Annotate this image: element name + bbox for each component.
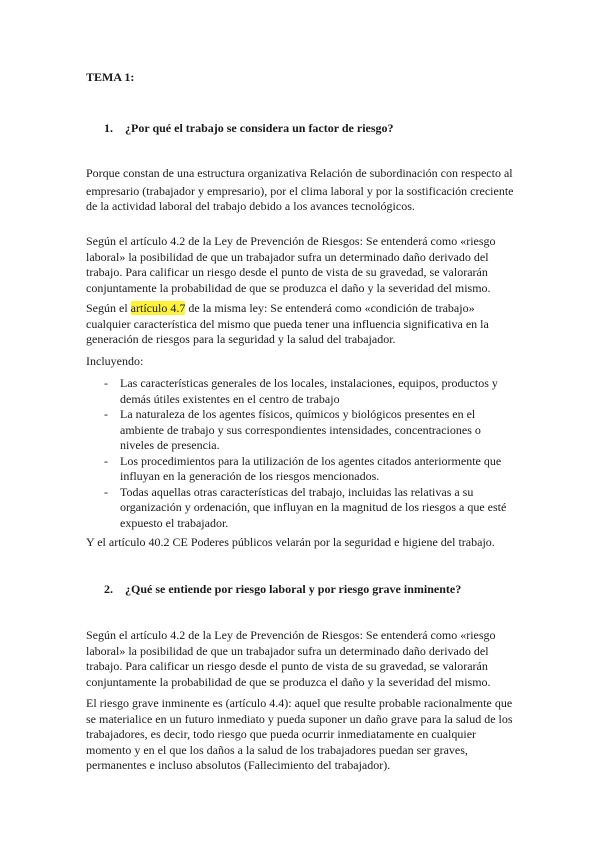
page-title: TEMA 1: xyxy=(86,70,135,84)
list-item-text: La naturaleza de los agentes físicos, químicos y biológicos presentes en el ambiente de trabajo y sus correspondientes intensidades, concentraciones o niveles de presencia. xyxy=(120,407,481,452)
answer-1-paragraph-5 xyxy=(86,535,526,553)
question-2 xyxy=(104,582,461,597)
question-1-number: 1. xyxy=(104,121,113,135)
answer-1-paragraph-2: Según el artículo 4.2 de la Ley de Prevención de Riesgos: Se entenderá como «riesgo laboral» la posibilidad de que un trabajador sufra un determinado daño derivado del trabajo. Para calificar un riesgo desde el punto de vista de su gravedad, se valorarán conjuntamente la probabilidad de que se produzca el daño y la severidad del mismo. xyxy=(86,234,496,295)
list-dash: - xyxy=(104,453,108,468)
question-1 xyxy=(104,121,394,136)
answer-2-paragraph-1: Según el artículo 4.2 de la Ley de Prevención de Riesgos: Se entenderá como «riesgo laboral» la posibilidad de que un trabajador sufra un determinado daño derivado del trabajo. Para calificar un riesgo desde el punto de vista de su gravedad, se valorarán conjuntamente la probabilidad de que se produzca el daño y la severidad del mismo. xyxy=(86,628,496,689)
text-span: Poderes públicos velarán por la seguridad e higiene del trabajo. xyxy=(190,535,495,549)
answer-1-paragraph-3 xyxy=(86,301,514,348)
list-dash: - xyxy=(104,484,108,499)
answer-2-paragraph-2: El riesgo grave inminente es (artículo 4.4): aquel que resulte probable racionalmente que se materialice en un futuro inmediato y pueda suponer un daño grave para la salud de los trabajadores, es decir, todo riesgo que pueda ocurrir inmediatamente en cualquier momento y en el que los daños a la salud de los trabajadores puedan ser graves, permanentes e incluso absolutos (Fallecimiento del trabajador). xyxy=(86,696,513,772)
text-span: Según el xyxy=(86,301,131,315)
text-span: de la misma ley: Se entenderá como «condición de trabajo» cualquier característica del mismo que pueda tener una influencia significativa en la generación de riesgos para la seguridad y la salud del trabajador. xyxy=(86,301,489,346)
list-dash: - xyxy=(104,407,108,421)
question-1-text: ¿Por qué el trabajo se considera un factor de riesgo? xyxy=(125,121,394,135)
list-item-text: Las características generales de los locales, instalaciones, equipos, productos y demás útiles existentes en el centro de trabajo xyxy=(120,376,498,406)
answer-1-paragraph-4: Incluyendo: xyxy=(86,354,144,368)
list-item xyxy=(86,376,516,407)
highlighted-text: artículo 4.7 xyxy=(130,301,186,315)
text-span: Y el artículo 40.2 CE xyxy=(86,535,191,549)
list-item-text: Todas aquellas otras características del trabajo, incluidas las relativas a su organización y ordenación, que influyan en la magnitud de los riesgos a que esté expuesto el trabajador. xyxy=(120,484,507,530)
conditions-list xyxy=(86,376,516,531)
answer-1-paragraph-1 xyxy=(86,166,514,215)
text-span: Porque constan de una estructura organizativa xyxy=(86,166,310,180)
text-span: Relación de subordinación con respecto al empresario (trabajador y empresario), por el clima laboral y por la sostificación creciente de la actividad laboral del trabajo debido a los avances tecnológicos. xyxy=(86,166,514,213)
list-item-text: Los procedimientos para la utilización de los agentes citados anteriormente que influyan en la generación de los riesgos mencionados. xyxy=(120,453,502,483)
question-2-number: 2. xyxy=(104,582,113,596)
list-item xyxy=(86,407,516,454)
list-item xyxy=(86,485,516,532)
list-dash: - xyxy=(104,376,108,390)
list-item xyxy=(86,454,516,485)
question-2-text: ¿Qué se entiende por riesgo laboral y por riesgo grave inminente? xyxy=(125,582,462,596)
